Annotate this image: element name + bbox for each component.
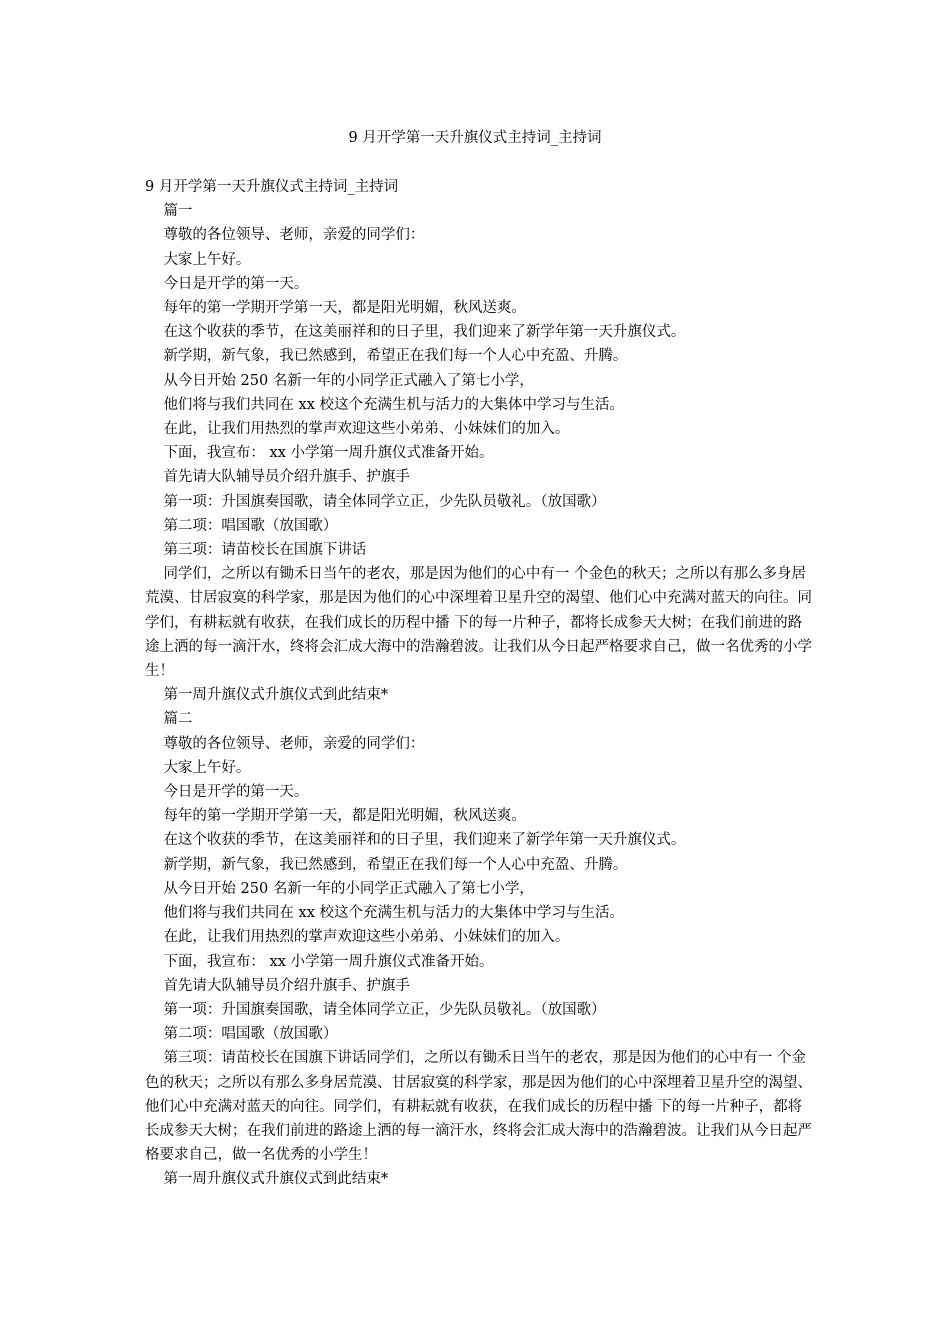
paragraph: 每年的第一学期开学第一天，都是阳光明媚，秋风送爽。 bbox=[163, 808, 526, 825]
paragraph: 首先请大队辅导员介绍升旗手、护旗手 bbox=[163, 977, 410, 994]
paragraph: 第一周升旗仪式升旗仪式到此结束* bbox=[163, 687, 389, 704]
paragraph: 篇二 bbox=[163, 711, 193, 728]
paragraph: 今日是开学的第一天。 bbox=[163, 784, 309, 801]
paragraph: 今日是开学的第一天。 bbox=[163, 275, 309, 292]
paragraph: 尊敬的各位领导、老师，亲爱的同学们： bbox=[163, 735, 425, 752]
paragraph: 在这个收获的季节，在这美丽祥和的日子里，我们迎来了新学年第一天升旗仪式。 bbox=[163, 324, 686, 341]
paragraph: 第一项：升国旗奏国歌，请全体同学立正，少先队员敬礼。（放国歌） bbox=[163, 493, 606, 510]
paragraph: 大家上午好。 bbox=[163, 251, 251, 268]
paragraph: 在这个收获的季节，在这美丽祥和的日子里，我们迎来了新学年第一天升旗仪式。 bbox=[163, 832, 686, 849]
paragraph: 新学期，新气象，我已然感到，希望正在我们每一个人心中充盈、升腾。 bbox=[163, 856, 628, 873]
paragraph: 从今日开始 250 名新一年的小同学正式融入了第七小学， bbox=[163, 372, 534, 389]
paragraph: 第二项：唱国歌（放国歌） bbox=[163, 517, 338, 534]
paragraph: 首先请大队辅导员介绍升旗手、护旗手 bbox=[163, 469, 410, 486]
paragraph: 第二项：唱国歌（放国歌） bbox=[163, 1026, 338, 1043]
document-body bbox=[145, 175, 815, 1192]
paragraph: 新学期，新气象，我已然感到，希望正在我们每一个人心中充盈、升腾。 bbox=[163, 348, 628, 365]
paragraph: 在此，让我们用热烈的掌声欢迎这些小弟弟、小妹妹们的加入。 bbox=[163, 929, 570, 946]
paragraph: 下面，我宣布： xx 小学第一周升旗仪式准备开始。 bbox=[163, 445, 494, 462]
document-title: 9 月开学第一天升旗仪式主持词_主持词 bbox=[348, 130, 602, 146]
paragraph: 他们将与我们共同在 xx 校这个充满生机与活力的大集体中学习与生活。 bbox=[163, 905, 625, 922]
paragraph: 大家上午好。 bbox=[163, 759, 251, 776]
paragraph: 每年的第一学期开学第一天，都是阳光明媚，秋风送爽。 bbox=[163, 300, 526, 317]
paragraph: 第三项：请苗校长在国旗下讲话同学们，之所以有锄禾日当午的老农，那是因为他们的心中有一 个金色的秋天；之所以有那么多身居荒漠、甘居寂寞的科学家，那是因为他们的心中深埋着卫星升空的渴望、他们心中充满对蓝天的向往。同学们，有耕耘就有收获，在我们成长的历程中播 下的每一片种子，都将长成参天大树；在我们前进的路途上洒的每一滴汗水，终将会汇成大海中的浩瀚碧波。让我们从今日起严格要求自己，做一名优秀的小学生！ bbox=[145, 1050, 812, 1164]
paragraph: 篇一 bbox=[163, 203, 193, 220]
paragraph: 尊敬的各位领导、老师，亲爱的同学们： bbox=[163, 227, 425, 244]
paragraph: 他们将与我们共同在 xx 校这个充满生机与活力的大集体中学习与生活。 bbox=[163, 396, 625, 413]
paragraph: 在此，让我们用热烈的掌声欢迎这些小弟弟、小妹妹们的加入。 bbox=[163, 421, 570, 438]
document-heading: 9 月开学第一天升旗仪式主持词_主持词 bbox=[145, 179, 399, 195]
paragraph: 第一周升旗仪式升旗仪式到此结束* bbox=[163, 1171, 389, 1188]
paragraph: 第一项：升国旗奏国歌，请全体同学立正，少先队员敬礼。（放国歌） bbox=[163, 1001, 606, 1018]
paragraph: 下面，我宣布： xx 小学第一周升旗仪式准备开始。 bbox=[163, 953, 494, 970]
paragraph: 同学们，之所以有锄禾日当午的老农，那是因为他们的心中有一 个金色的秋天；之所以有那么多身居荒漠、甘居寂寞的科学家，那是因为他们的心中深埋着卫星升空的渴望、他们心中充满对蓝天的向往。同学们，有耕耘就有收获，在我们成长的历程中播 下的每一片种子，都将长成参天大树；在我们前进的路途上洒的每一滴汗水，终将会汇成大海中的浩瀚碧波。让我们从今日起严格要求自己，做一名优秀的小学生！ bbox=[145, 566, 812, 680]
paragraph: 第三项：请苗校长在国旗下讲话 bbox=[163, 542, 367, 559]
paragraph: 从今日开始 250 名新一年的小同学正式融入了第七小学， bbox=[163, 880, 534, 897]
